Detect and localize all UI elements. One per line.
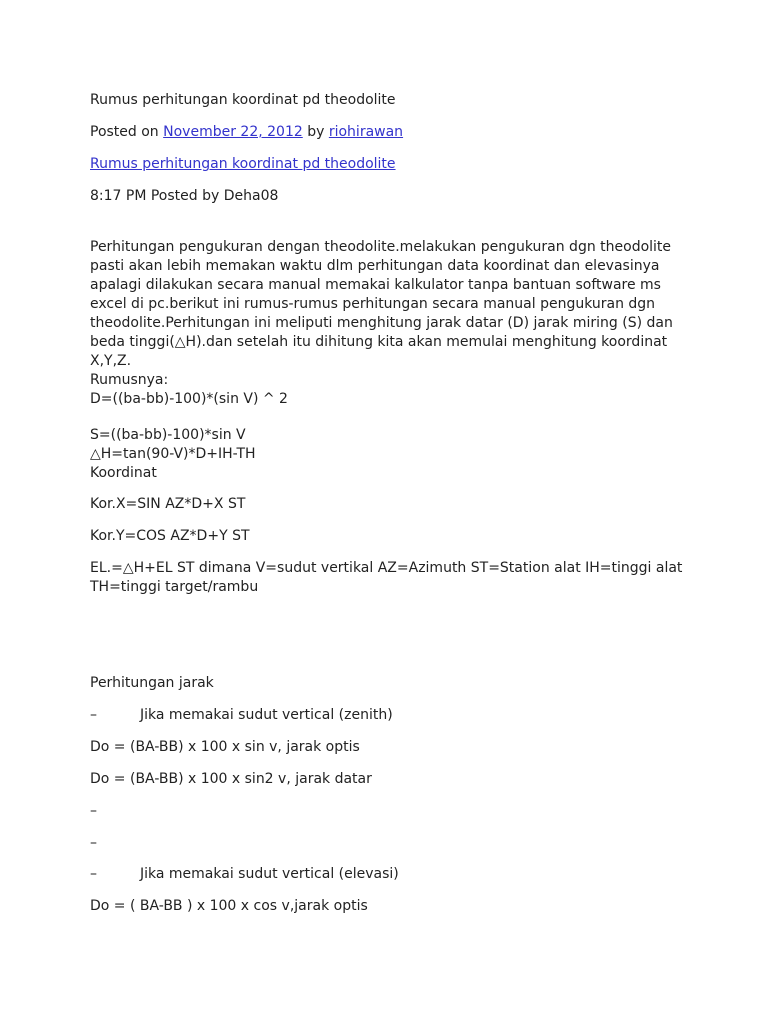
paragraph-line: Rumusnya: (90, 372, 169, 388)
time-posted-line: 8:17 PM Posted by Deha08 (90, 188, 279, 204)
elevation-definitions (90, 559, 690, 597)
formula-do-optis: Do = (BA-BB) x 100 x sin v, jarak optis (90, 739, 360, 755)
article-title-link[interactable]: Rumus perhitungan koordinat pd theodolite (90, 156, 396, 172)
koordinat-heading: Koordinat (90, 465, 157, 481)
formula-kor-x: Kor.X=SIN AZ*D+X ST (90, 496, 246, 512)
paragraph-line: excel di pc.berikut ini rumus-rumus perhitungan secara manual pengukuran dgn (90, 296, 656, 312)
formula-delta-h: △H=tan(90-V)*D+IH-TH (90, 446, 256, 462)
formula-s: S=((ba-bb)-100)*sin V (90, 427, 246, 443)
formula-do-datar: Do = (BA-BB) x 100 x sin2 v, jarak datar (90, 771, 372, 787)
post-meta (90, 123, 403, 142)
intro-paragraph (90, 238, 690, 409)
dash-bullet: – (90, 803, 97, 819)
author-link[interactable]: riohirawan (328, 124, 404, 140)
dash-bullet: – (90, 835, 97, 851)
paragraph-line: X,Y,Z. (90, 353, 132, 369)
formula-d: D=((ba-bb)-100)*(sin V) ^ 2 (90, 391, 288, 407)
dash-bullet: – (90, 866, 97, 882)
list-item-text: Jika memakai sudut vertical (zenith) (140, 707, 393, 723)
jarak-heading: Perhitungan jarak (90, 675, 214, 691)
paragraph-line: EL.=△H+EL ST dimana V=sudut vertikal AZ=Azimuth ST=Station alat IH=tinggi alat (90, 560, 683, 576)
list-item-elevasi (90, 865, 399, 884)
doc-title: Rumus perhitungan koordinat pd theodolite (90, 92, 396, 108)
paragraph-line: theodolite.Perhitungan ini meliputi menghitung jarak datar (D) jarak miring (S) dan (90, 315, 673, 331)
list-item-zenith (90, 706, 393, 725)
post-date-link[interactable]: November 22, 2012 (163, 124, 303, 140)
dash-bullet: – (90, 707, 97, 723)
formula-kor-y: Kor.Y=COS AZ*D+Y ST (90, 528, 250, 544)
paragraph-line: beda tinggi(△H).dan setelah itu dihitung kita akan memulai menghitung koordinat (90, 334, 668, 350)
list-item-text: Jika memakai sudut vertical (elevasi) (140, 866, 399, 882)
paragraph-line: pasti akan lebih memakan waktu dlm perhitungan data koordinat dan elevasinya (90, 258, 660, 274)
formula-block (90, 426, 690, 483)
paragraph-line: Perhitungan pengukuran dengan theodolite.melakukan pengukuran dgn theodolite (90, 239, 672, 255)
formula-do-cos: Do = ( BA-BB ) x 100 x cos v,jarak optis (90, 898, 368, 914)
paragraph-line: TH=tinggi target/rambu (90, 579, 259, 595)
posted-by-word: by (307, 124, 325, 140)
paragraph-line: apalagi dilakukan secara manual memakai kalkulator tanpa bantuan software ms (90, 277, 661, 293)
posted-prefix: Posted on (90, 124, 159, 140)
